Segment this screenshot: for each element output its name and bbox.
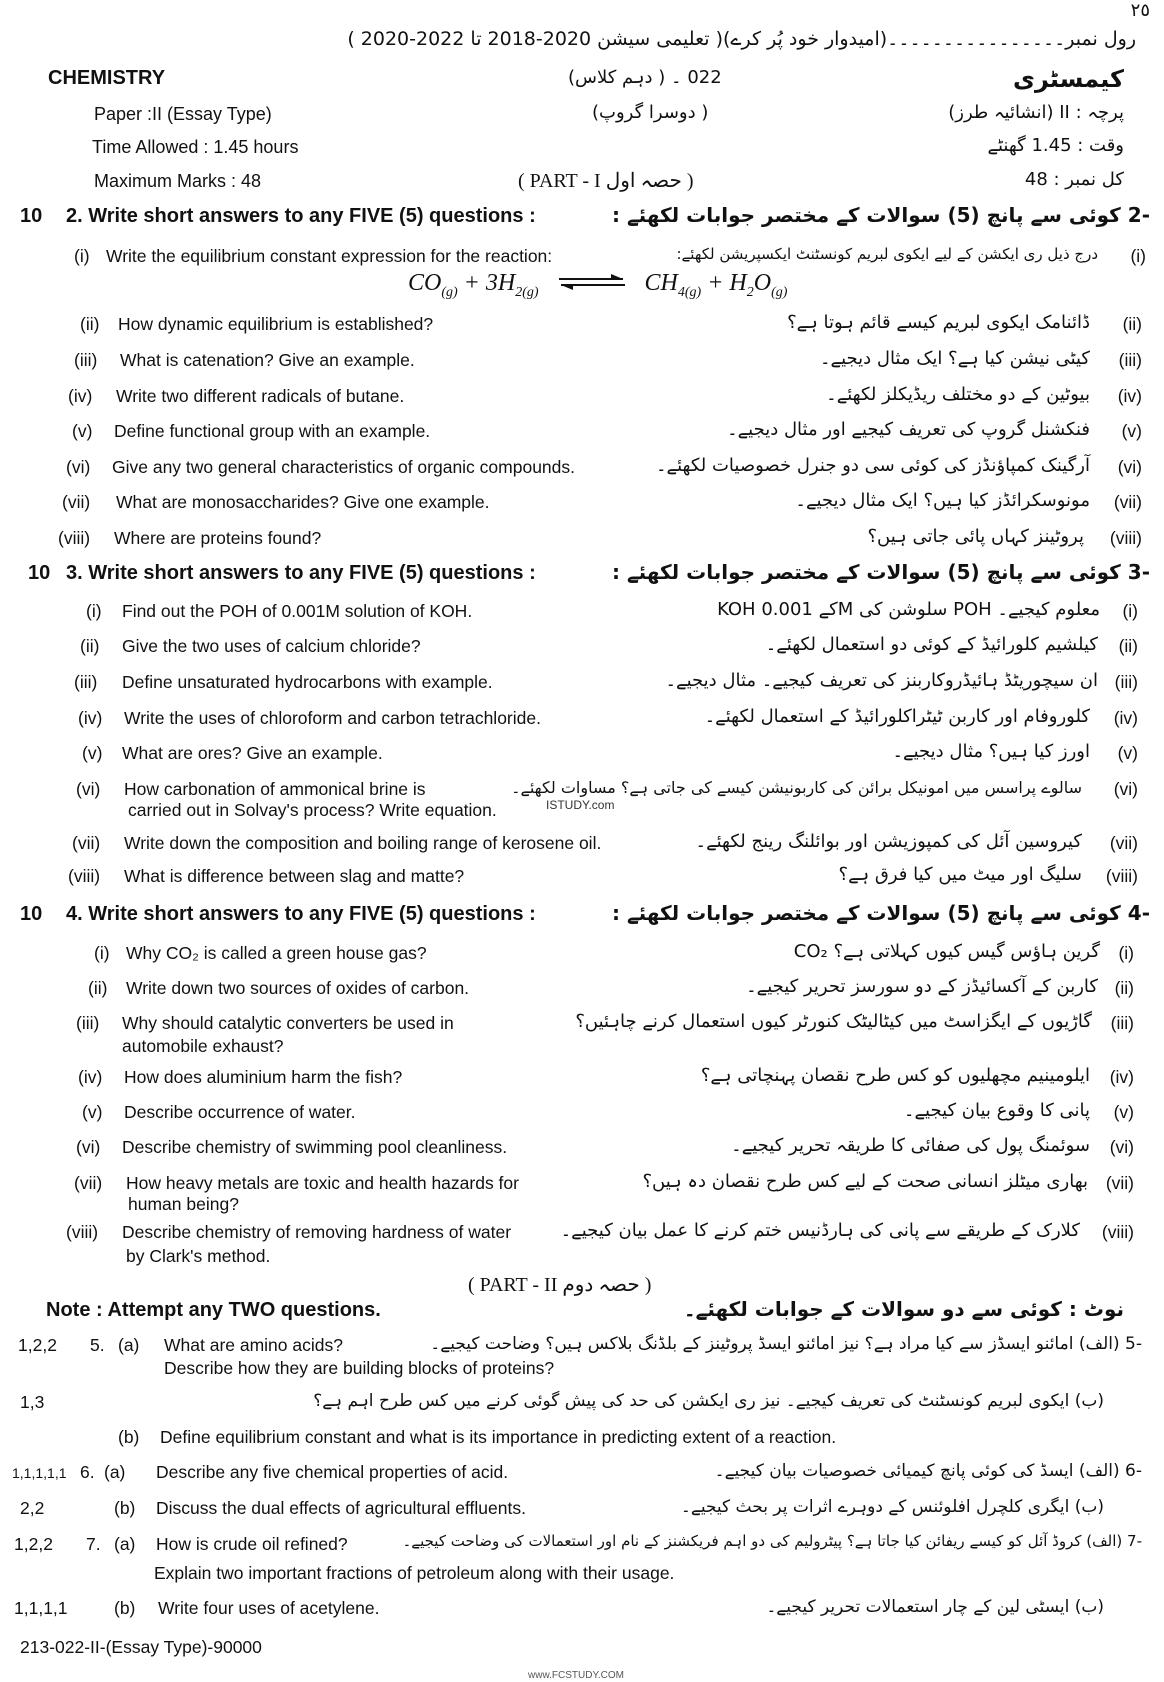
item-ur: پروٹینز کہاں پائی جاتی ہیں؟ [867,526,1084,547]
item-num-right: (iii) [1114,672,1138,692]
item-ur: KOH کے 0.001M سلوشن کی POH معلوم کیجیے۔ [717,599,1100,620]
q-text-en: What are amino acids? [164,1335,343,1355]
item-num-right: (vi) [1113,779,1138,799]
item-ur: ڈائنامک ایکوی لبریم کیسے قائم ہوتا ہے؟ [787,312,1090,333]
item-num-right: (ii) [1118,636,1138,656]
section-heading-ur: -2 کوئی سے پانچ (5) سوالات کے مختصر جوابات لکھئے : [612,203,1150,227]
item-en: Define functional group with an example. [114,421,431,441]
item-ur: گاڑیوں کے ایگزاسٹ میں کیٹالیٹک کنورٹر کیوں استعمال کرنے چاہئیں؟ [575,1011,1092,1032]
item-en: Write the equilibrium constant expression for the reaction: [106,246,553,266]
item-ur: سالوے پراسس میں امونیکل برائن کی کاربونیشن کیسے کی جاتی ہے؟ مساوات لکھئے۔ [511,778,1082,797]
item-num: (viii) [66,1222,99,1242]
item-num: (iv) [78,1067,103,1087]
q-text-en: Write four uses of acetylene. [158,1598,380,1618]
q-marks: 1,2,2 [14,1534,53,1554]
part2-note-en: Note : Attempt any TWO questions. [46,1299,381,1321]
eq-rhs2-sub2: (g) [771,284,788,300]
part2-label: ( PART - II حصہ دوم ) [468,1274,652,1296]
item-num-right: (vii) [1113,492,1142,512]
item-ur: درج ذیل ری ایکشن کے لیے ایکوی لبریم کونسٹنٹ ایکسپریشن لکھئے: [676,245,1098,263]
q-text-en: How is crude oil refined? [156,1534,348,1554]
item-ur: ایلومینیم مچھلیوں کو کس طرح نقصان پہنچاتی ہے؟ [700,1065,1090,1086]
q-text-en: Discuss the dual effects of agricultural effluents. [156,1498,526,1518]
q-text-ur: -6 (الف) ایسڈ کی کوئی پانچ کیمیائی خصوصیات بیان کیجیے۔ [714,1461,1142,1481]
item-num: (i) [86,601,102,621]
section-heading-en: 3. Write short answers to any FIVE (5) questions : [66,562,536,584]
eq-lhs1: CO [408,270,442,296]
item-num: (vi) [66,457,91,477]
item-num-right: (vi) [1117,457,1142,477]
item-num-right: (ii) [1114,978,1134,998]
section-heading-en: 4. Write short answers to any FIVE (5) questions : [66,903,536,925]
item-en-cont: carried out in Solvay's process? Write equation. [128,800,497,820]
item-num-right: (ii) [1122,314,1142,334]
item-ur: آرگینک کمپاؤنڈز کی کوئی سی دو جنرل خصوصیات لکھئے۔ [656,455,1090,476]
item-en: Where are proteins found? [114,528,322,548]
watermark: ISTUDY.com [546,798,615,812]
q-text-ur: (ب) ایگری کلچرل افلوئنس کے دوہرے اثرات پر بحث کیجیے۔ [680,1497,1104,1517]
q-sub: (b) [114,1598,136,1618]
item-num: (v) [82,743,103,763]
item-ur: کیلشیم کلورائیڈ کے کوئی دو استعمال لکھئے۔ [765,634,1098,655]
item-num: (viii) [58,528,91,548]
q-text-ur: -7 (الف) کروڈ آئل کو کیسے ریفائن کیا جاتا ہے؟ پیٹرولیم کی دو اہم فریکشنز کے نام اور استعمالات کی وضاحت کیجیے۔ [402,1532,1142,1550]
marks-ur: کل نمبر : 48 [1024,169,1124,190]
item-en: How does aluminium harm the fish? [124,1067,403,1087]
item-en: What is catenation? Give an example. [120,350,415,370]
eq-plus2: + H [701,270,747,296]
q-text-en: Define equilibrium constant and what is its importance in predicting extent of a reaction. [160,1427,837,1447]
time-en: Time Allowed : 1.45 hours [92,137,299,157]
item-num-right: (viii) [1105,866,1138,886]
item-en: Why should catalytic converters be used in [122,1013,454,1033]
item-en: Write down two sources of oxides of carbon. [126,978,470,998]
subject-ur: کیمسٹری [1013,65,1124,93]
q-num: 5. [90,1335,105,1355]
item-num-right: (viii) [1101,1222,1134,1242]
item-en: How dynamic equilibrium is established? [118,314,434,334]
section-heading-en: 2. Write short answers to any FIVE (5) questions : [66,205,536,227]
item-num: (i) [74,246,90,266]
item-num-right: (vii) [1105,1173,1134,1193]
item-num: (vii) [74,1173,103,1193]
marks-en: Maximum Marks : 48 [94,171,262,191]
corner-mark: ٢٥ [1130,0,1150,20]
item-num: (vi) [76,1137,101,1157]
equilibrium-equation [408,270,787,301]
q-text-ur: (ب) ایسٹی لین کے چار استعمالات تحریر کیجیے۔ [766,1597,1104,1617]
item-num: (ii) [88,978,108,998]
item-en: Find out the POH of 0.001M solution of KOH. [122,601,473,621]
item-num: (v) [82,1102,103,1122]
q-text-en-cont: Describe how they are building blocks of proteins? [164,1358,555,1378]
item-en: How carbonation of ammonical brine is [124,779,426,799]
item-ur: کاربن کے آکسائیڈز کے دو سورسز تحریر کیجیے۔ [746,976,1098,997]
q-text-ur: -5 (الف) امائنو ایسڈز سے کیا مراد ہے؟ نیز امائنو ایسڈ پروٹینز کے بلڈنگ بلاکس ہیں؟ وضاحت کیجیے۔ [430,1334,1142,1354]
time-ur: وقت : 1.45 گھنٹے [987,135,1124,156]
section-marks: 10 [20,903,43,925]
item-num: (vii) [62,492,91,512]
item-ur: سلیگ اور میٹ میں کیا فرق ہے؟ [838,864,1082,885]
q-sub: (a) [118,1335,140,1355]
item-num: (i) [94,943,110,963]
item-en: Why CO₂ is called a green house gas? [126,943,427,963]
item-ur: کلارک کے طریقے سے پانی کی ہارڈنیس ختم کرنے کا عمل بیان کیجیے۔ [560,1220,1080,1241]
item-num-right: (v) [1117,743,1138,763]
item-en: What is difference between slag and matte? [124,866,465,886]
item-num: (vii) [72,833,101,853]
item-num-right: (iii) [1110,1013,1134,1033]
q-text-en-cont: Explain two important fractions of petroleum along with their usage. [154,1563,675,1583]
item-en-cont: human being? [128,1194,239,1214]
part2-note-ur: نوٹ : کوئی سے دو سوالات کے جوابات لکھئے۔ [683,1297,1124,1321]
item-ur: کیٹی نیشن کیا ہے؟ ایک مثال دیجیے۔ [819,348,1090,369]
item-ur: CO₂ گرین ہاؤس گیس کیوں کہلاتی ہے؟ [793,941,1100,962]
q-marks: 1,1,1,1 [14,1598,68,1618]
item-ur: بیوٹین کے دو مختلف ریڈیکلز لکھئے۔ [826,384,1090,405]
item-en: Describe chemistry of removing hardness of water [122,1222,512,1242]
paper-code: 213-022-II-(Essay Type)-90000 [20,1637,262,1657]
item-num: (iii) [74,672,98,692]
q-sub: (a) [104,1462,126,1482]
item-en-cont: automobile exhaust? [122,1036,284,1056]
item-en: What are ores? Give an example. [122,743,383,763]
item-num: (iv) [68,386,93,406]
group-ur: ( دوسرا گروپ) [592,102,709,123]
subject-en: CHEMISTRY [48,67,166,89]
item-ur: مونوسکرائڈز کیا ہیں؟ ایک مثال دیجیے۔ [795,490,1090,511]
item-num-right: (viii) [1109,528,1142,548]
eq-lhs2-sub: 2(g) [515,284,539,300]
item-en: How heavy metals are toxic and health hazards for [126,1173,519,1193]
bottom-watermark: www.FCSTUDY.COM [528,1670,624,1681]
item-num: (ii) [80,636,100,656]
item-en: Write down the composition and boiling range of kerosene oil. [124,833,602,853]
item-num-right: (v) [1121,421,1142,441]
section-heading-ur: -3 کوئی سے پانچ (5) سوالات کے مختصر جوابات لکھئے : [612,560,1150,584]
item-ur: پانی کا وقوع بیان کیجیے۔ [903,1100,1090,1121]
eq-lhs1-sub: (g) [441,284,458,300]
q-text-ur: (ب) ایکوی لبریم کونسٹنٹ کی تعریف کیجیے۔ نیز ری ایکشن کی حد کی پیش گوئی کرنے میں کس طرح اہم ہے؟ [313,1391,1104,1411]
item-en: Describe chemistry of swimming pool cleanliness. [122,1137,508,1157]
section-marks: 10 [28,562,51,584]
paper-en: Paper :II (Essay Type) [94,104,272,124]
eq-rhs2: O [753,270,772,296]
item-en: What are monosaccharides? Give one example. [116,492,490,512]
item-num: (iii) [76,1013,100,1033]
session-line: رول نمبر۔۔۔۔۔۔۔۔۔۔۔۔۔۔۔۔(امیدوار خود پُر کرے)( تعلیمی سیشن 2020-2018 تا 2022-2020 ) [347,28,1136,50]
eq-rhs1-sub: 4(g) [677,284,702,300]
item-num-right: (v) [1113,1102,1134,1122]
item-num: (ii) [80,314,100,334]
item-ur: سوئمنگ پول کی صفائی کا طریقہ تحریر کیجیے۔ [731,1135,1090,1156]
item-num: (vi) [76,779,101,799]
q-marks: 1,3 [20,1392,45,1412]
item-num: (iii) [74,350,98,370]
item-num-right: (iv) [1109,1067,1134,1087]
q-marks: 2,2 [20,1498,45,1518]
q-sub: (b) [118,1427,140,1447]
item-en: Define unsaturated hydrocarbons with example. [122,672,493,692]
q-marks: 1,1,1,1,1 [12,1465,67,1481]
item-en: Give the two uses of calcium chloride? [122,636,421,656]
eq-rhs2-sub: 2 [746,284,754,300]
item-num: (iv) [78,708,103,728]
q-marks: 1,2,2 [18,1335,57,1355]
item-num-right: (i) [1122,601,1138,621]
item-en: Describe occurrence of water. [124,1102,356,1122]
item-num: (v) [72,421,93,441]
item-ur: اورز کیا ہیں؟ مثال دیجیے۔ [892,741,1090,762]
item-en-cont: by Clark's method. [126,1246,271,1266]
item-ur: کیروسین آئل کی کمپوزیشن اور بوائلنگ رینج لکھئے۔ [695,831,1082,852]
item-num-right: (iv) [1113,708,1138,728]
item-num-right: (i) [1118,943,1134,963]
item-ur: فنکشنل گروپ کی تعریف کیجیے اور مثال دیجیے۔ [727,419,1090,440]
eq-rhs1: CH [644,270,678,296]
equilibrium-arrow-icon [557,271,627,298]
item-en: Write the uses of chloroform and carbon tetrachloride. [124,708,541,728]
item-num-right: (iii) [1118,350,1142,370]
section-heading-ur: -4 کوئی سے پانچ (5) سوالات کے مختصر جوابات لکھئے : [612,901,1150,925]
item-ur: کلوروفام اور کاربن ٹیٹراکلورائیڈ کے استعمال لکھئے۔ [704,706,1090,727]
paper-ur: پرچہ : II (انشائیہ طرز) [948,102,1124,123]
item-num-right: (vi) [1109,1137,1134,1157]
q-text-en: Describe any five chemical properties of acid. [156,1462,509,1482]
q-sub: (a) [114,1534,136,1554]
q-num: 7. [86,1534,101,1554]
class-code: 022 ۔ ( دہم کلاس) [568,67,722,88]
item-num-right: (iv) [1117,386,1142,406]
item-num-right: (vii) [1109,833,1138,853]
item-num-right: (i) [1130,246,1146,266]
q-sub: (b) [114,1498,136,1518]
item-num: (viii) [68,866,101,886]
q-num: 6. [80,1462,95,1482]
eq-plus1: + 3H [457,270,516,296]
item-en: Give any two general characteristics of organic compounds. [112,457,576,477]
item-en: Write two different radicals of butane. [116,386,405,406]
item-ur: ان سیچوریٹڈ ہائیڈروکاربنز کی تعریف کیجیے۔ مثال دیجیے۔ [665,670,1098,691]
item-ur: بھاری میٹلز انسانی صحت کے لیے کس طرح نقصان دہ ہیں؟ [642,1171,1088,1192]
section-marks: 10 [20,205,43,227]
part1-label: ( PART - I حصہ اول ) [518,170,694,192]
